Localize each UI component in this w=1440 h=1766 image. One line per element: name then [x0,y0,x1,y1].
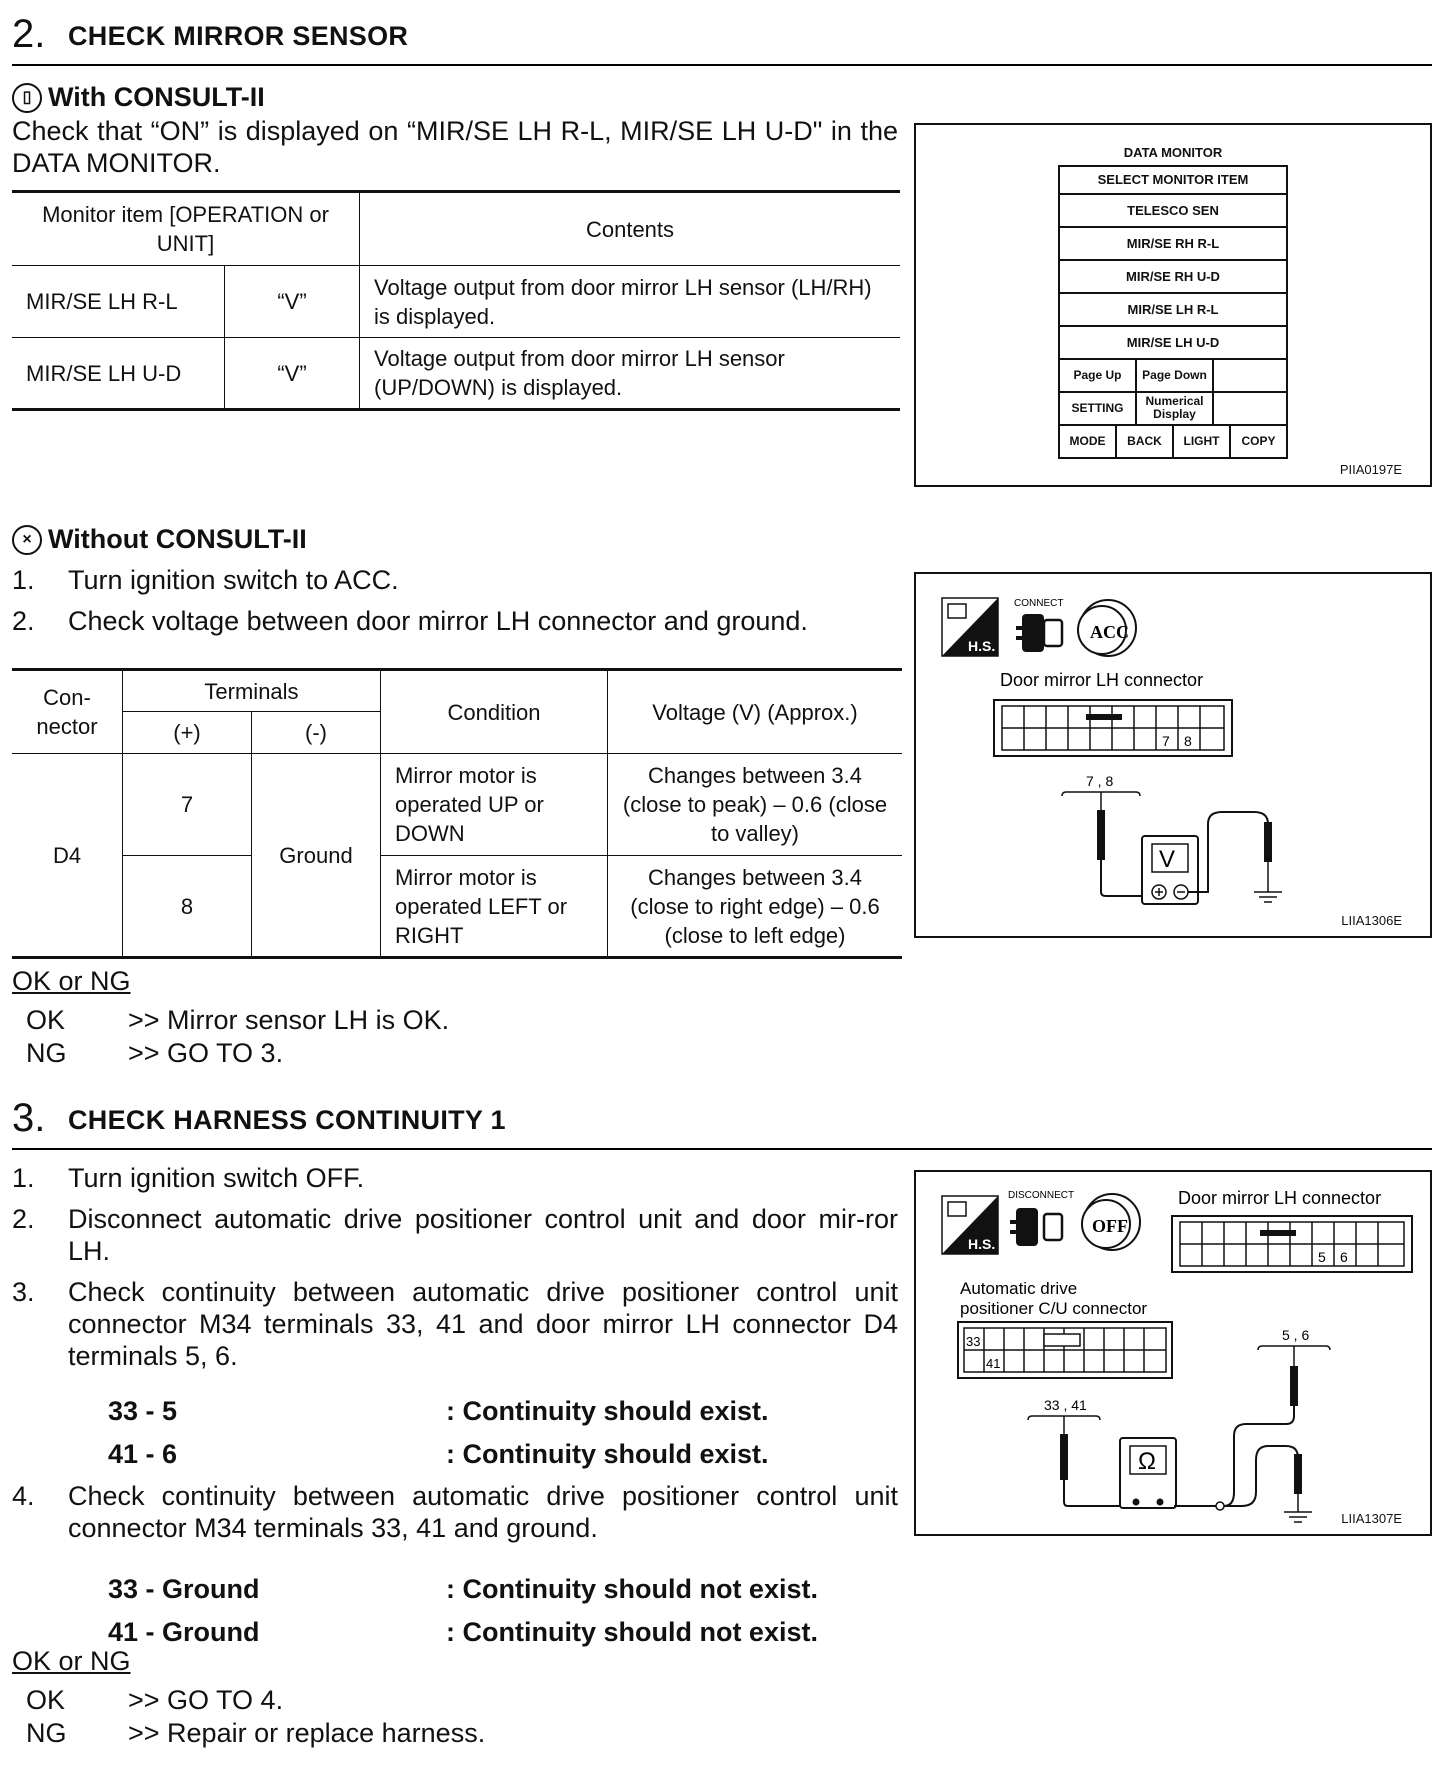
monitor-unit: “V” [225,338,360,410]
ohmmeter [1120,1438,1176,1508]
continuity-diagram [916,1172,1430,1534]
right-probe [1264,822,1272,862]
voltage-table [12,668,902,959]
step-number: 2. [12,12,46,56]
connector-cell: D4 [12,754,123,958]
ok-ng-block [12,966,449,1071]
select-monitor-item: SELECT MONITOR ITEM [1060,167,1286,195]
svg-text:7: 7 [1162,733,1170,749]
consult-icon: ▯ [12,83,42,113]
step-3-header [12,1090,1432,1150]
acc-key-icon [1078,600,1136,656]
ground-probe [1294,1454,1302,1494]
voltage-cell: Changes between 3.4 (close to right edge) – 0.6 (close to left edge) [608,856,903,958]
plus-terminal: 7 [123,754,252,856]
step-title: CHECK MIRROR SENSOR [68,21,409,51]
monitor-list-item: MIR/SE LH R-L [1060,294,1286,327]
svg-text:33: 33 [966,1334,981,1349]
th-minus: (-) [252,712,381,754]
svg-text:DISCONNECT: DISCONNECT [1008,1190,1075,1201]
setting-button: SETTING [1060,393,1137,424]
continuity-figure [914,1170,1432,1536]
svg-text:Ω: Ω [1138,1448,1156,1475]
mode-button: MODE [1060,426,1117,457]
svg-text:CONNECT: CONNECT [1014,598,1064,609]
left-probe [1097,810,1105,860]
ok-row: OK >> GO TO 4. [26,1685,284,1715]
voltage-check-figure [914,572,1432,938]
spec-row: 33 - 5 : Continuity should exist. [108,1396,769,1426]
list-item: 1. Turn ignition switch to ACC. [12,565,399,595]
step3-list-4 [12,1480,898,1553]
disconnect-icon [1008,1190,1074,1246]
th-monitor-item: Monitor item [OPERATION or UNIT] [12,192,360,266]
ng-row: NG >> GO TO 3. [26,1038,284,1068]
numerical-display-button: Numerical Display [1137,393,1214,424]
figure-id: LIIA1307E [1341,1511,1402,1526]
svg-text:H.S.: H.S. [968,638,996,654]
ok-ng-heading: OK or NG [12,1646,131,1676]
probe-right-label: 5 , 6 [1282,1327,1310,1343]
table-row [12,856,902,958]
hs-icon [942,1196,998,1254]
condition-cell: Mirror motor is operated UP or DOWN [381,754,608,856]
consult-instruction: Check that “ON” is displayed on “MIR/SE LH R-L, MIR/SE LH U-D" in the DATA MONITOR. [12,116,898,178]
svg-text:8: 8 [1184,733,1192,749]
condition-cell: Mirror motor is operated LEFT or RIGHT [381,856,608,958]
voltage-cell: Changes between 3.4 (close to peak) – 0.6 (close to valley) [608,754,903,856]
door-mirror-connector [994,700,1232,756]
ok-ng-block [12,1646,485,1751]
voltmeter [1142,836,1198,904]
svg-text:5: 5 [1318,1249,1326,1265]
without-consult-steps [12,564,892,646]
no-consult-icon: × [12,525,42,555]
list-item: 4. Check continuity between automatic drive positioner control unit connector M34 terminals 33, 41 and ground. [12,1481,898,1543]
mirror-connector [1172,1216,1412,1272]
adp-connector-label-line2: positioner C/U connector [960,1299,1148,1318]
probe-left-label: 33 , 41 [1044,1397,1087,1413]
monitor-list-item: MIR/SE RH R-L [1060,228,1286,261]
table-row [12,754,902,856]
voltage-diagram [916,574,1430,936]
off-key-icon [1082,1194,1140,1250]
ground-icon [1254,892,1282,902]
continuity-specs-a [108,1390,769,1476]
mirror-connector-label: Door mirror LH connector [1178,1188,1382,1208]
step-title: CHECK HARNESS CONTINUITY 1 [68,1105,506,1135]
table-row [12,266,900,338]
ground-icon [1284,1512,1312,1522]
figure-id: LIIA1306E [1341,913,1402,928]
th-terminals: Terminals [123,670,381,712]
ng-row: NG >> Repair or replace harness. [26,1718,486,1748]
svg-text:41: 41 [986,1356,1001,1371]
ok-row: OK >> Mirror sensor LH is OK. [26,1005,450,1035]
monitor-screen [1058,165,1288,459]
ok-ng-heading: OK or NG [12,966,131,996]
monitor-list-item: TELESCO SEN [1060,195,1286,228]
step-2-header [12,6,1432,66]
adp-connector-label-line1: Automatic drive [960,1279,1078,1298]
data-monitor-figure [914,123,1432,487]
hs-icon [942,598,998,656]
step-number: 3. [12,1096,46,1140]
monitor-item: MIR/SE LH U-D [12,338,225,410]
back-button: BACK [1117,426,1174,457]
spec-row: 41 - 6 : Continuity should exist. [108,1439,769,1469]
page-down-button: Page Down [1137,360,1214,391]
probe-label: 7 , 8 [1086,773,1114,789]
monitor-unit: “V” [225,266,360,338]
adp-connector [958,1322,1172,1378]
monitor-contents: Voltage output from door mirror LH sensor (UP/DOWN) is displayed. [360,338,901,410]
svg-text:OFF: OFF [1092,1216,1128,1236]
th-condition: Condition [381,670,608,754]
svg-text:H.S.: H.S. [968,1236,996,1252]
step3-list [12,1162,898,1381]
without-consult-heading: × Without CONSULT-II [12,524,307,555]
monitor-item: MIR/SE LH R-L [12,266,225,338]
monitor-item-table [12,190,900,411]
th-connector: Con-nector [12,670,123,754]
th-plus: (+) [123,712,252,754]
with-consult-heading: ▯ With CONSULT-II [12,82,265,113]
list-item: 3. Check continuity between automatic drive positioner control unit connector M34 terminals 33, 41 and door mirror LH connector D4 terminals 5, 6. [12,1277,898,1371]
monitor-contents: Voltage output from door mirror LH sensor (LH/RH) is displayed. [360,266,901,338]
light-button: LIGHT [1174,426,1231,457]
page-up-button: Page Up [1060,360,1137,391]
th-contents: Contents [360,192,901,266]
data-monitor-title: DATA MONITOR [1123,145,1223,160]
continuity-specs-b [108,1568,818,1654]
left-probe [1060,1434,1068,1480]
svg-text:V: V [1159,846,1176,873]
svg-text:6: 6 [1340,1249,1348,1265]
plus-terminal: 8 [123,856,252,958]
table-row [12,338,900,410]
right-probe [1290,1366,1298,1406]
connector-label: Door mirror LH connector [1000,670,1204,690]
th-voltage: Voltage (V) (Approx.) [608,670,903,754]
spec-row: 33 - Ground : Continuity should not exist. [108,1574,818,1604]
monitor-list-item: MIR/SE LH U-D [1060,327,1286,360]
ground-cell: Ground [252,754,381,958]
spec-row: 41 - Ground : Continuity should not exist. [108,1617,818,1647]
list-item: 1. Turn ignition switch OFF. [12,1163,365,1193]
connect-icon [1014,598,1063,652]
copy-button: COPY [1241,434,1276,448]
list-item: 2. Disconnect automatic drive positioner control unit and door mir-ror LH. [12,1204,898,1266]
svg-text:ACC: ACC [1090,622,1129,642]
monitor-list-item: MIR/SE RH U-D [1060,261,1286,294]
figure-id: PIIA0197E [1339,462,1402,477]
list-item: 2. Check voltage between door mirror LH connector and ground. [12,606,808,636]
